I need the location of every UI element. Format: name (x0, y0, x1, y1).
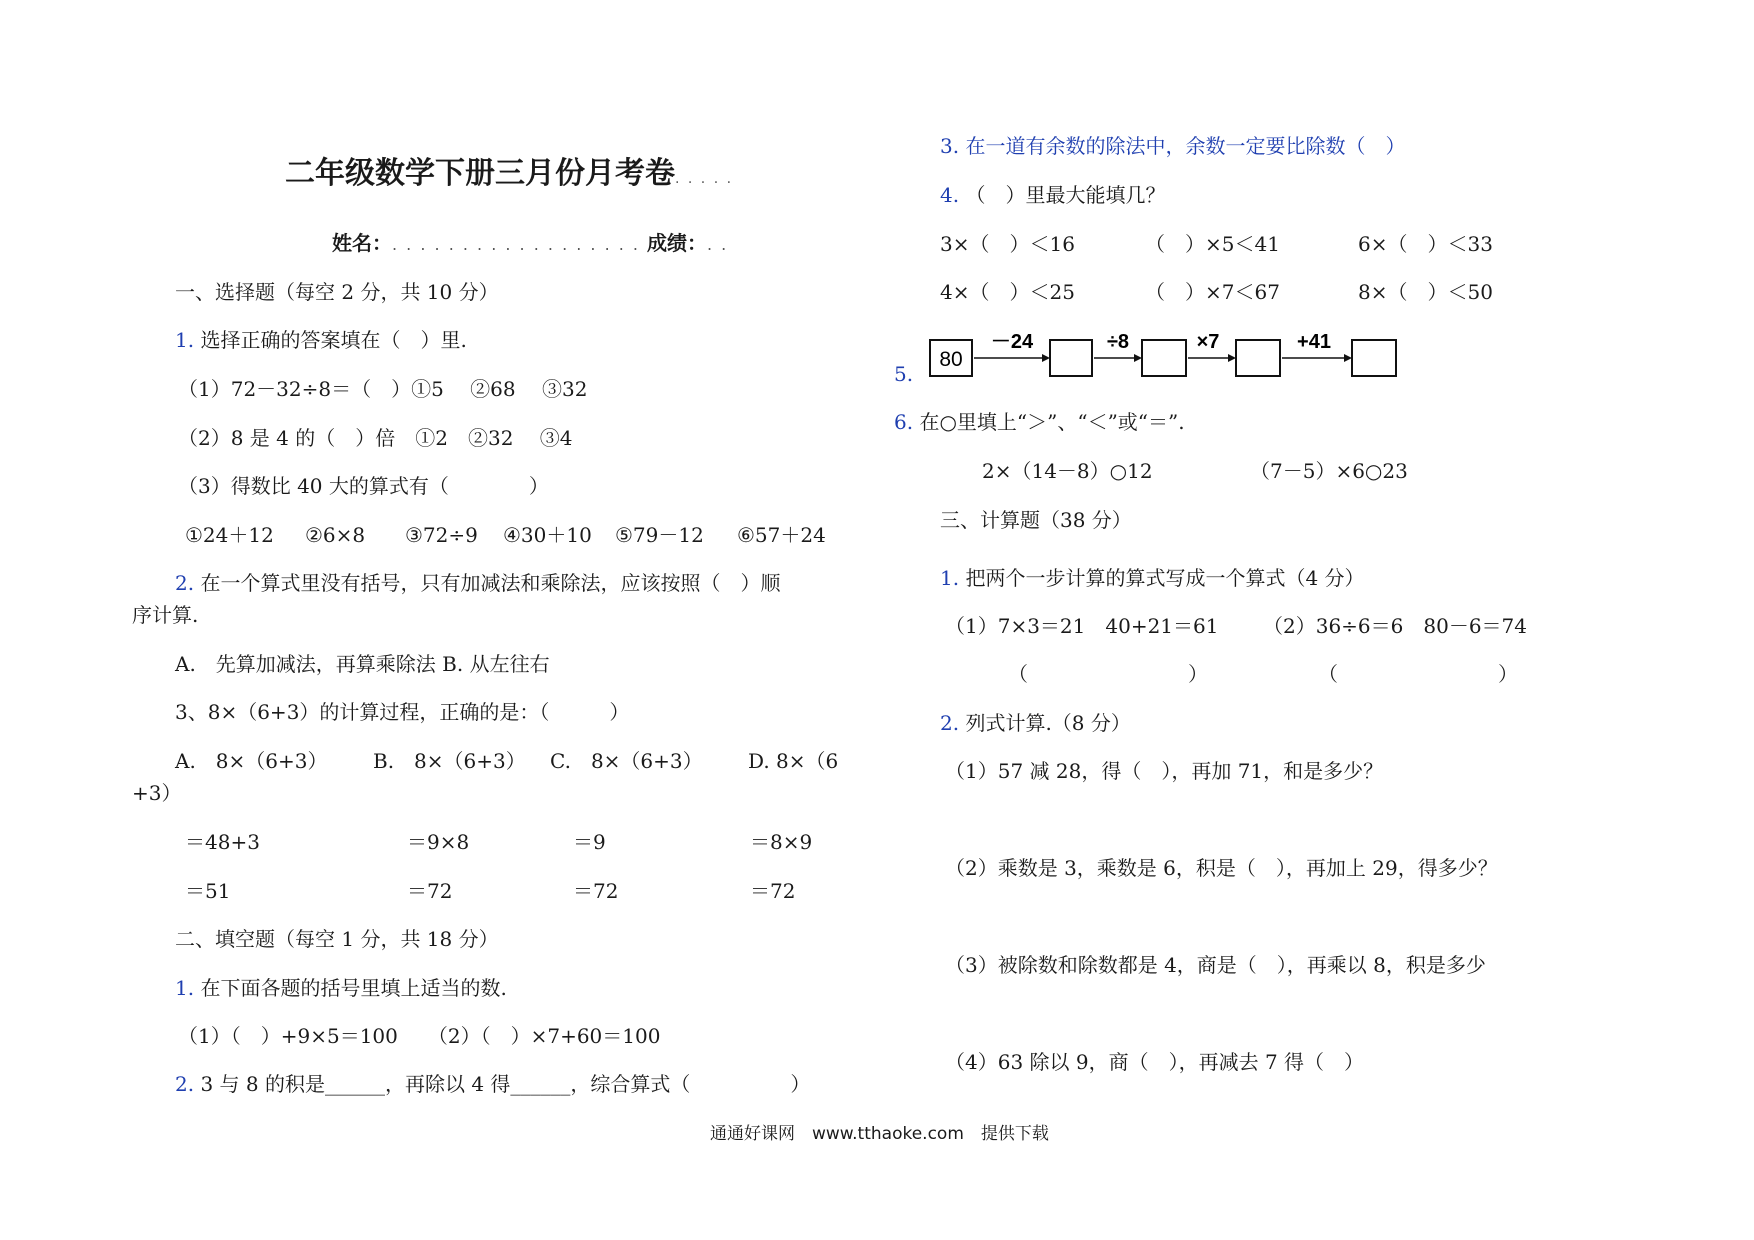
question-number: 2. (175, 571, 195, 595)
s1-q2-options: A. 先算加减法，再算乘除法 B. 从左往右 (175, 652, 550, 676)
step: ＝9 (573, 830, 606, 854)
step: ＝48+3 (185, 830, 260, 854)
compare-item: 2×（14－8）○12 (982, 459, 1153, 483)
question-number: 2. (940, 711, 960, 735)
inequality: 6×（ ）＜33 (1358, 232, 1493, 256)
step: ＝72 (573, 879, 619, 903)
question-text: 在一个算式里没有括号，只有加减法和乘除法，应该按照（ ）顺 (200, 571, 781, 595)
question-text: 把两个一步计算的算式写成一个算式（4 分） (965, 566, 1365, 590)
option-c: C. 8×（6+3） (550, 749, 703, 773)
arrow-head-icon (1042, 354, 1050, 362)
name-blank: . . . . . . . . . . . . . . . . . . (392, 235, 641, 254)
question-number: 3. (940, 134, 960, 158)
option: ③72÷9 (405, 523, 478, 547)
student-info-line (332, 229, 728, 259)
inequality: 3×（ ）＜16 (940, 232, 1075, 256)
question-text: （ ）里最大能填几？ (965, 183, 1166, 207)
question-number: 1. (940, 566, 960, 590)
s1-q1 (175, 326, 467, 354)
score-label: 成绩： (646, 231, 707, 255)
s2-q3 (940, 132, 1405, 160)
option-b: B. 8×（6+3） (373, 749, 526, 773)
question-number: 1. (175, 328, 195, 352)
step: ＝72 (750, 879, 796, 903)
s2-q1 (175, 974, 507, 1002)
answer-paren[interactable]: （ ） (1008, 662, 1208, 686)
question-number: 6. (894, 410, 914, 434)
question-number: 2. (175, 1072, 195, 1096)
answer-box[interactable] (1050, 340, 1092, 376)
s1-q3: 3、8×（6+3）的计算过程，正确的是：（ ） (175, 700, 630, 724)
inequality: （ ）×7＜67 (1145, 280, 1280, 304)
question-text: 选择正确的答案填在（ ）里. (200, 328, 467, 352)
step: ＝51 (185, 879, 231, 903)
question-text: 在一道有余数的除法中，余数一定要比除数（ ） (965, 134, 1406, 158)
section2-heading: 二、填空题（每空 1 分，共 18 分） (175, 927, 499, 951)
inequality: 4×（ ）＜25 (940, 280, 1075, 304)
s2-q4 (940, 181, 1165, 209)
arrow-head-icon (1228, 354, 1236, 362)
s2-q5-number: 5. (894, 362, 914, 386)
operation-label: ÷8 (1106, 331, 1130, 353)
answer-paren[interactable]: （ ） (1318, 662, 1518, 686)
question-number: 1. (175, 976, 195, 1000)
operation-label: ×7 (1196, 331, 1220, 353)
step: ＝9×8 (407, 830, 470, 854)
step: ＝72 (407, 879, 453, 903)
inequality: 8×（ ）＜50 (1358, 280, 1493, 304)
question-text: 在下面各题的括号里填上适当的数. (200, 976, 507, 1000)
sub-question: （1）7×3＝21 40+21＝61 (945, 614, 1219, 638)
arrow-head-icon (1134, 354, 1142, 362)
compare-item: （7－5）×6○23 (1250, 459, 1408, 483)
inequality: （ ）×5＜41 (1145, 232, 1280, 256)
s3-q2 (940, 709, 1131, 737)
s1-q1-sub2: （2）8 是 4 的（ ）倍 ①2 ②32 ③4 (178, 426, 573, 450)
s3-q1 (940, 564, 1365, 592)
s2-q6 (894, 408, 1185, 436)
option-d: D. 8×（6 (748, 749, 839, 773)
answer-box[interactable] (1142, 340, 1186, 376)
footer-credit: 通通好课网 www.tthaoke.com 提供下载 (710, 1124, 1049, 1144)
score-blank: . . (706, 235, 729, 254)
section1-heading: 一、选择题（每空 2 分，共 10 分） (175, 280, 499, 304)
operation-label: －24 (990, 331, 1034, 353)
s1-q1-sub1: （1）72－32÷8＝（ ）①5 ②68 ③32 (178, 377, 588, 401)
start-value: 80 (939, 348, 963, 371)
sub-question: （2）36÷6＝6 80－6＝74 (1263, 614, 1528, 638)
option: ⑤79－12 (615, 523, 704, 547)
s1-q2-cont: 序计算. (132, 603, 199, 627)
s1-q3-options-cont: +3） (132, 781, 182, 805)
operation-label: +41 (1297, 331, 1331, 353)
s3-q2-sub4: （4）63 除以 9，商（ ），再减去 7 得（ ） (945, 1050, 1365, 1074)
option: ⑥57＋24 (737, 523, 826, 547)
step: ＝8×9 (750, 830, 813, 854)
s2-q1-sub1: （1）（ ）+9×5＝100 （2）（ ）×7+60＝100 (178, 1024, 661, 1048)
question-text: 在○里填上“＞”、“＜”或“＝”. (919, 410, 1185, 434)
s1-q1-sub3: （3）得数比 40 大的算式有（ ） (178, 474, 549, 498)
option-a: A. 8×（6+3） (175, 749, 328, 773)
operation-chain-diagram (928, 326, 1408, 382)
page-title: 二年级数学下册三月份月考卷. . . . . (285, 156, 734, 191)
answer-box[interactable] (1236, 340, 1280, 376)
s3-q2-sub2: （2）乘数是 3，乘数是 6，积是（ ），再加上 29，得多少？ (945, 856, 1498, 880)
question-text: 列式计算.（8 分） (965, 711, 1131, 735)
answer-box[interactable] (1352, 340, 1396, 376)
s2-q2 (175, 1070, 810, 1098)
question-number: 4. (940, 183, 960, 207)
option: ②6×8 (305, 523, 366, 547)
option: ④30＋10 (503, 523, 592, 547)
s1-q2 (175, 569, 780, 597)
s3-q2-sub3: （3）被除数和除数都是 4，商是（ ），再乘以 8，积是多少 (945, 953, 1486, 977)
option: ①24＋12 (185, 523, 274, 547)
arrow-head-icon (1344, 354, 1352, 362)
section3-heading: 三、计算题（38 分） (940, 508, 1132, 532)
s3-q2-sub1: （1）57 减 28，得（ ），再加 71，和是多少？ (945, 759, 1384, 783)
name-label: 姓名： (332, 231, 392, 255)
question-text: 3 与 8 的积是______，再除以 4 得______，综合算式（ ） (200, 1072, 811, 1096)
